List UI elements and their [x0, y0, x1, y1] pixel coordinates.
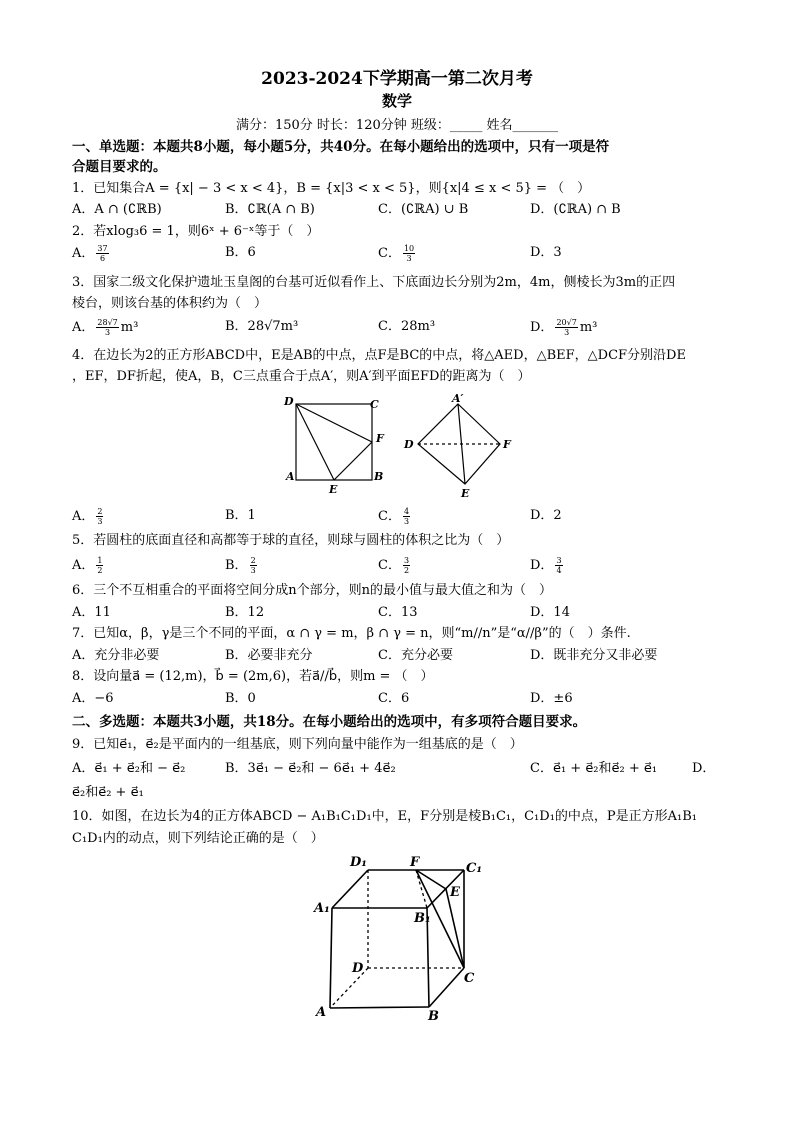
q4-option-d: D．2	[530, 508, 562, 523]
q4-option-a	[72, 507, 105, 526]
q10-label-c1: C₁	[466, 861, 483, 876]
edge-a-b	[330, 1007, 429, 1008]
q10-label-a: A	[316, 1005, 327, 1020]
q5-d-denominator: 4	[556, 566, 562, 575]
q1-option-a: A．A ∩ (∁ℝB)	[72, 202, 162, 217]
q5-option-c	[378, 556, 412, 575]
q4-option-c-label: C．	[378, 509, 401, 524]
q2-option-b: B．6	[225, 245, 256, 260]
q3-a-denominator: 3	[105, 328, 111, 337]
q6-option-a: A．11	[72, 605, 111, 620]
q6-option-c: C．13	[378, 605, 418, 620]
q5-b-denominator: 3	[250, 566, 256, 575]
q4-fig1-label-f: F	[376, 432, 384, 445]
q4-stem-line1: 4．在边长为2的正方形ABCD中，E是AB的中点，点F是BC的中点，将△AED，△BEF，△DCF分别沿DE	[72, 348, 686, 363]
q4-option-c	[378, 507, 412, 526]
edge-b-c	[429, 968, 464, 1007]
q2-a-denominator: 6	[99, 254, 106, 263]
q9-option-a: A．e⃗₁ + e⃗₂和 − e⃗₂	[72, 761, 186, 776]
q10-stem-line2: C₁D₁内的动点，则下列结论正确的是（ ）	[72, 831, 324, 846]
q10-label-f: F	[410, 855, 420, 870]
q4-fig1-label-b: B	[374, 470, 384, 483]
q4-option-a-label: A．	[72, 509, 95, 524]
q5-option-d	[530, 556, 565, 575]
q10-label-a1: A₁	[314, 901, 330, 916]
section1-heading-line2: 合题目要求的。	[72, 159, 167, 175]
q4-a-numerator: 2	[97, 507, 103, 516]
q4-fig1-label-d: D	[284, 395, 294, 408]
q10-label-b: B	[428, 1009, 439, 1022]
q6-stem: 6．三个不互相重合的平面将空间分成n个部分，则n的最小值与最大值之和为（ ）	[72, 583, 553, 598]
q7-option-b: B．必要非充分	[225, 648, 313, 663]
q4-option-a-fraction	[96, 507, 103, 526]
q3-option-d-fraction	[555, 318, 577, 337]
exam-subject: 数学	[381, 92, 412, 110]
edge-a1-d1	[332, 870, 368, 908]
q3-option-a	[72, 318, 138, 337]
q10-label-b1: B₁	[414, 911, 431, 926]
q5-a-numerator: 1	[97, 556, 103, 565]
section2-heading: 二、多选题：本题共3小题，共18分。在每小题给出的选项中，有多项符合题目要求。	[72, 714, 587, 730]
q8-option-c: C．6	[378, 691, 410, 706]
q2-option-c	[378, 244, 417, 263]
q5-option-c-label: C．	[378, 558, 401, 573]
q8-option-a: A．−6	[72, 691, 114, 706]
q5-option-d-label: D．	[530, 558, 554, 573]
q8-option-d: D．±6	[530, 691, 573, 706]
q2-option-c-label: C．	[378, 246, 401, 261]
q4-fig2-label-d: D	[404, 438, 414, 451]
q4-c-denominator: 3	[403, 517, 410, 526]
q3-option-d-unit: m³	[579, 320, 598, 335]
square-abcd	[296, 404, 372, 480]
q2-option-c-fraction	[403, 244, 415, 263]
q6-option-b: B．12	[225, 605, 265, 620]
q10-stem-line1: 10．如图，在边长为4的正方体ABCD − A₁B₁C₁D₁中，E，F分别是棱B₁C₁，C₁D₁的中点，P是正方形A₁B₁	[72, 809, 698, 824]
q7-option-a: A．充分非必要	[72, 648, 160, 663]
q5-option-c-fraction	[403, 556, 410, 575]
q1-option-c: C．(∁ℝA) ∪ B	[378, 202, 469, 217]
q8-stem: 8．设向量a⃗ = (12,m)，b⃗ = (2m,6)，若a⃗//b⃗，则m = （ ）	[72, 669, 434, 684]
segment-e-c	[446, 889, 464, 968]
q10-label-d1: D₁	[350, 855, 367, 870]
q2-option-d: D．3	[530, 245, 562, 260]
segment-de	[296, 404, 334, 480]
q4-folded-figure	[418, 404, 500, 484]
q5-b-numerator: 2	[250, 556, 256, 565]
q1-stem: 1．已知集合A = {x| − 3 < x < 4}，B = {x|3 < x < 5}，则{x|4 ≤ x < 5} = （ ）	[72, 181, 591, 196]
q5-c-denominator: 2	[403, 566, 410, 575]
q8-option-b: B．0	[225, 691, 256, 706]
q5-option-d-fraction	[555, 556, 562, 575]
q3-option-d	[530, 318, 597, 337]
q5-option-b	[225, 556, 259, 575]
q2-c-denominator: 3	[406, 254, 412, 263]
q10-cube-figure	[312, 850, 492, 1022]
q7-stem: 7．已知α，β，γ是三个不同的平面，α ∩ γ = m，β ∩ γ = n，则“m//n”是“α//β”的（ ）条件.	[72, 626, 631, 641]
q4-c-numerator: 4	[403, 507, 410, 516]
q3-option-d-label: D．	[530, 320, 554, 335]
q3-option-a-label: A．	[72, 320, 95, 335]
q9-option-b: B．3e⃗₁ − e⃗₂和 − 6e⃗₁ + 4e⃗₂	[225, 761, 396, 776]
q5-c-numerator: 3	[403, 556, 410, 565]
q2-a-numerator: 37	[97, 244, 108, 253]
q6-option-d: D．14	[530, 605, 570, 620]
section1-heading-line1: 一、单选题：本题共8小题，每小题5分，共40分。在每小题给出的选项中，只有一项是符	[72, 139, 610, 155]
q5-option-b-label: B．	[225, 558, 248, 573]
q3-option-b: B．28√7m³	[225, 319, 299, 334]
q4-option-b: B．1	[225, 508, 256, 523]
q4-figures	[280, 390, 540, 502]
q9-stem: 9．已知e⃗₁，e⃗₂是平面内的一组基底，则下列向量中能作为一组基底的是（ ）	[72, 737, 523, 752]
q2-option-a	[72, 244, 111, 263]
q4-a-denominator: 3	[97, 517, 103, 526]
q9-option-d-continued: e⃗₂和e⃗₂ + e⃗₁	[72, 785, 144, 800]
q4-fig2-label-a-prime: A′	[452, 392, 464, 405]
q4-fig2-label-e: E	[461, 487, 470, 500]
q5-d-numerator: 3	[556, 556, 562, 565]
q1-option-d: D．(∁ℝA) ∩ B	[530, 202, 621, 217]
q5-option-a	[72, 556, 105, 575]
q1-option-b: B．∁ℝ(A ∩ B)	[225, 202, 315, 217]
q3-a-numerator: 28√7	[97, 318, 118, 327]
q4-fig1-label-a: A	[286, 470, 295, 483]
q7-option-c: C．充分必要	[378, 648, 453, 663]
q9-option-d: D．	[692, 761, 716, 776]
q2-c-numerator: 10	[403, 244, 415, 253]
q3-option-c: C．28m³	[378, 319, 436, 334]
q5-a-denominator: 2	[97, 566, 103, 575]
q2-stem: 2．若xlog₃6 = 1，则6ˣ + 6⁻ˣ等于（ ）	[72, 224, 320, 239]
q3-option-a-fraction	[96, 318, 118, 337]
q4-fig1-label-e: E	[329, 483, 338, 496]
q9-option-c: C．e⃗₁ + e⃗₂和e⃗₂ + e⃗₁	[530, 761, 658, 776]
q5-option-a-fraction	[96, 556, 103, 575]
q5-stem: 5．若圆柱的底面直径和高都等于球的直径，则球与圆柱的体积之比为（ ）	[72, 533, 510, 548]
exam-title: 2023-2024下学期高一第二次月考	[261, 69, 533, 89]
q10-label-e: E	[450, 885, 460, 900]
q10-label-c: C	[464, 971, 475, 986]
edge-a-a1	[330, 908, 332, 1008]
segment-df	[296, 404, 372, 442]
q3-d-denominator: 3	[564, 328, 570, 337]
q4-fig2-label-f: F	[503, 438, 511, 451]
q7-option-d: D．既非充分又非必要	[530, 648, 658, 663]
q4-option-c-fraction	[403, 507, 410, 526]
q3-stem-line2: 棱台，则该台基的体积约为（ ）	[72, 296, 268, 311]
exam-info: 满分：150分 时长：120分钟 班级：_____ 姓名_______	[235, 118, 559, 133]
q10-label-d: D	[352, 961, 364, 976]
q3-option-a-unit: m³	[120, 320, 139, 335]
segment-ef	[334, 442, 372, 480]
q5-option-b-fraction	[250, 556, 257, 575]
q2-option-a-fraction	[96, 244, 108, 263]
q4-square-figure	[296, 404, 372, 480]
q4-stem-line2: ，EF，DF折起，使A，B，C三点重合于点A′，则A′到平面EFD的距离为（ ）	[72, 369, 531, 384]
q3-d-numerator: 20√7	[556, 318, 577, 327]
q3-stem-line1: 3．国家二级文化保护遗址玉皇阁的台基可近似看作上、下底面边长分别为2m，4m，侧棱长为3m的正四	[72, 275, 676, 290]
q4-fig1-label-c: C	[370, 398, 379, 411]
q5-option-a-label: A．	[72, 558, 95, 573]
q2-option-a-label: A．	[72, 246, 95, 261]
